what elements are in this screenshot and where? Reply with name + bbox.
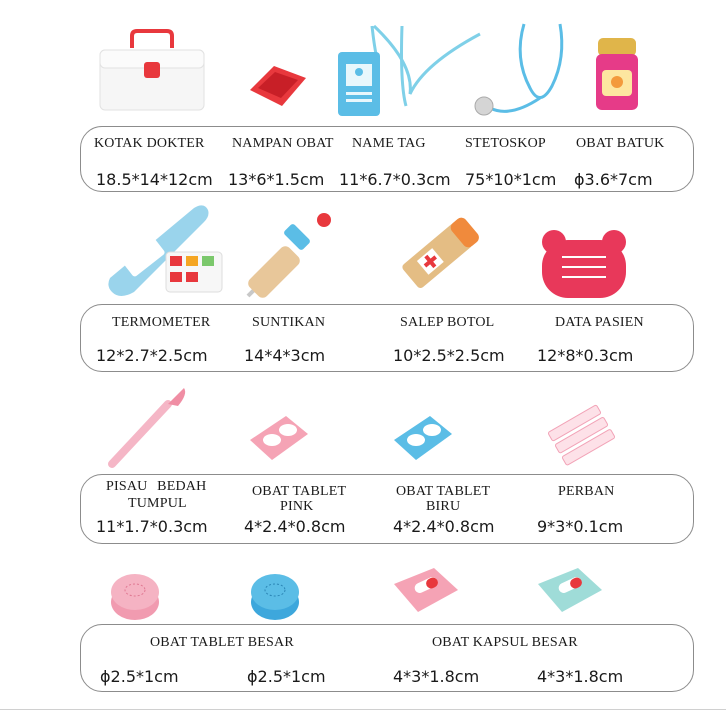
label-suntikan: SUNTIKAN: [252, 315, 326, 330]
label-data-pasien: DATA PASIEN: [555, 315, 644, 330]
label-perban: PERBAN: [558, 484, 615, 499]
size-nampan-obat: 13*6*1.5cm: [228, 170, 325, 189]
size-tablet-besar-biru: ϕ2.5*1cm: [247, 667, 326, 686]
size-kapsul-besar-mint: 4*3*1.8cm: [537, 667, 624, 686]
size-pisau-bedah: 11*1.7*0.3cm: [96, 517, 208, 536]
label-nampan-obat: NAMPAN OBAT: [232, 136, 334, 151]
label-obat-kapsul-besar: OBAT KAPSUL BESAR: [432, 635, 578, 650]
size-kapsul-besar-pink: 4*3*1.8cm: [393, 667, 480, 686]
size-kotak-dokter: 18.5*14*12cm: [96, 170, 213, 189]
size-stetoskop: 75*10*1cm: [465, 170, 557, 189]
large-mint-capsule-image: [534, 560, 606, 624]
size-name-tag: 11*6.7*0.3cm: [339, 170, 451, 189]
large-blue-tablet-image: [248, 570, 302, 622]
label-tablet-pink-line2: PINK: [280, 499, 314, 514]
label-obat-batuk: OBAT BATUK: [576, 136, 665, 151]
label-stetoskop: STETOSKOP: [465, 136, 546, 151]
label-obat-tablet-besar: OBAT TABLET BESAR: [150, 635, 294, 650]
label-tablet-pink-line1: OBAT TABLET: [252, 484, 347, 499]
label-pisau-bedah-line1: PISAU BEDAH: [106, 479, 207, 494]
size-tablet-besar-pink: ϕ2.5*1cm: [100, 667, 179, 686]
size-perban: 9*3*0.1cm: [537, 517, 624, 536]
label-salep-botol: SALEP BOTOL: [400, 315, 495, 330]
size-tablet-pink: 4*2.4*0.8cm: [244, 517, 346, 536]
label-kotak-dokter: KOTAK DOKTER: [94, 136, 205, 151]
bottom-divider: [0, 709, 726, 710]
label-termometer: TERMOMETER: [112, 315, 211, 330]
label-pisau-bedah-line2: TUMPUL: [128, 496, 187, 511]
size-data-pasien: 12*8*0.3cm: [537, 346, 634, 365]
label-tablet-biru-line2: BIRU: [426, 499, 461, 514]
large-pink-capsule-image: [390, 560, 462, 624]
size-suntikan: 14*4*3cm: [244, 346, 326, 365]
size-obat-batuk: ϕ3.6*7cm: [574, 170, 653, 189]
large-pink-tablet-image: [108, 570, 162, 622]
size-tablet-biru: 4*2.4*0.8cm: [393, 517, 495, 536]
size-salep-botol: 10*2.5*2.5cm: [393, 346, 505, 365]
label-name-tag: NAME TAG: [352, 136, 426, 151]
label-tablet-biru-line1: OBAT TABLET: [396, 484, 491, 499]
size-termometer: 12*2.7*2.5cm: [96, 346, 208, 365]
